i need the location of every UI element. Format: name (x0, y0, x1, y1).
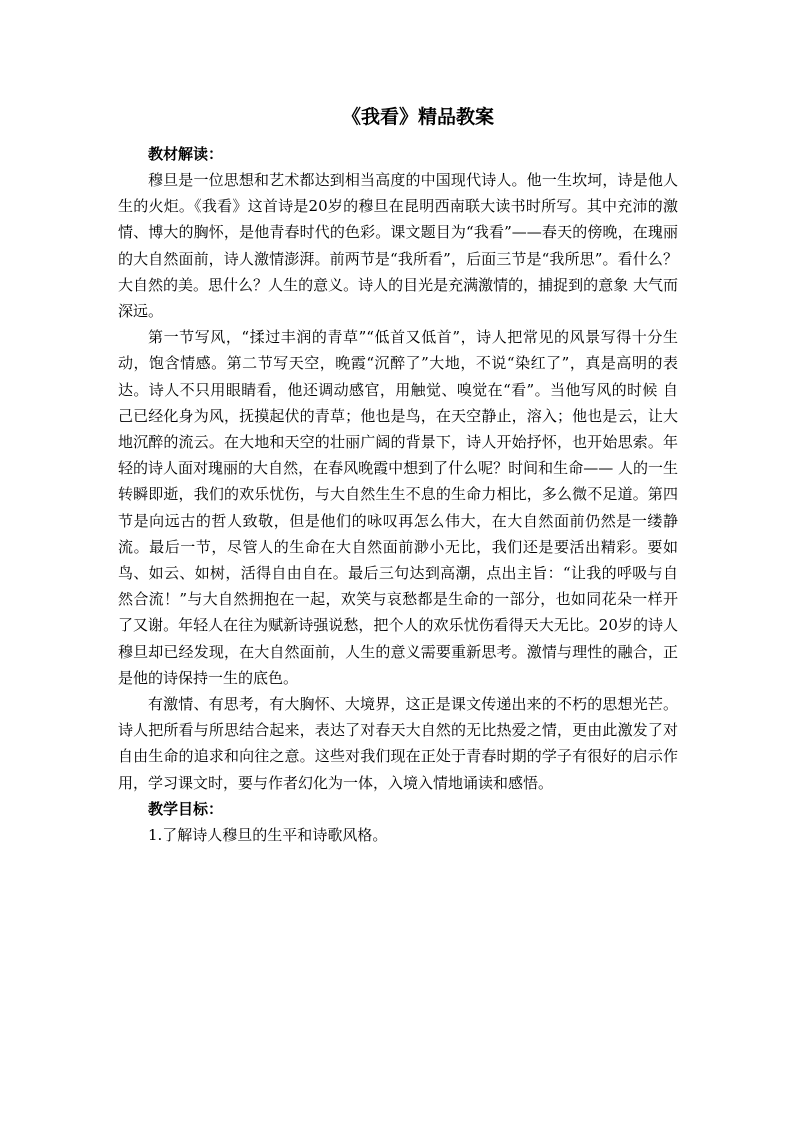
section-heading-analysis: 教材解读： (148, 145, 224, 163)
paragraph-2: 第一节写风，“揉过丰润的青草”“低首又低首”，诗人把常见的风景写得十分生动，饱含情感。第二节写天空，晚霞“沉醉了”大地，不说“染红了”，真是高明的表达。诗人不只用眼睛看，他还调动感官，用触觉、嗅觉在“看”。当他写风的时候 自己已经化身为风，抚摸起伏的青草；他也是鸟，在天空静止，溶入；他也是云，让大地沉醉的流云。在大地和天空的壮丽广阔的背景下，诗人开始抒怀，也开始思索。年轻的诗人面对瑰丽的大自然，在春风晚霞中想到了什么呢？时间和生命—— 人的一生转瞬即逝，我们的欢乐忧伤，与大自然生生不息的生命力相比，多么微不足道。第四节是向远古的哲人致敬，但是他们的咏叹再怎么伟大，在大自然面前仍然是一缕静流。最后一节，尽管人的生命在大自然面前渺小无比，我们还是要活出精彩。要如鸟、如云、如树，活得自由自在。最后三句达到高潮，点出主旨：“让我的呼吸与自然合流！”与大自然拥抱在一起，欢笑与哀愁都是生命的一部分，也如同花朵一样开了又谢。年轻人在往为赋新诗强说愁，把个人的欢乐忧伤看得天大无比。20岁的诗人穆旦却已经发现，在大自然面前，人生的意义需要重新思考。激情与理性的融合，正是他的诗保持一生的底色。 (118, 328, 678, 687)
paragraph-1: 穆旦是一位思想和艺术都达到相当高度的中国现代诗人。他一生坎坷，诗是他人生的火炬。《我看》这首诗是20岁的穆旦在昆明西南联大读书时所写。其中充沛的激情、博大的胸怀，是他青春时代的色彩。课文题目为“我看”——春天的傍晚，在瑰丽的大自然面前，诗人激情澎湃。前两节是“我所看”，后面三节是“我所思”。看什么？大自然的美。思什么？人生的意义。诗人的目光是充满激情的，捕捉到的意象 大气而深远。 (118, 171, 678, 321)
document-page (118, 105, 678, 848)
section-heading-goals: 教学目标： (148, 799, 224, 818)
goal-item: 1.了解诗人穆旦的生平和诗歌风格。 (148, 825, 388, 844)
paragraph-3: 有激情、有思考，有大胸怀、大境界，这正是课文传递出来的不朽的思想光芒。诗人把所看与所思结合起来，表达了对春天大自然的无比热爱之情，更由此激发了对自由生命的追求和向往之意。这些对我们现在正处于青春时期的学子有很好的启示作用，学习课文时，要与作者幻化为一体，入境入情地诵读和感悟。 (118, 695, 678, 792)
document-title: 《我看》精品教案 (341, 106, 494, 128)
